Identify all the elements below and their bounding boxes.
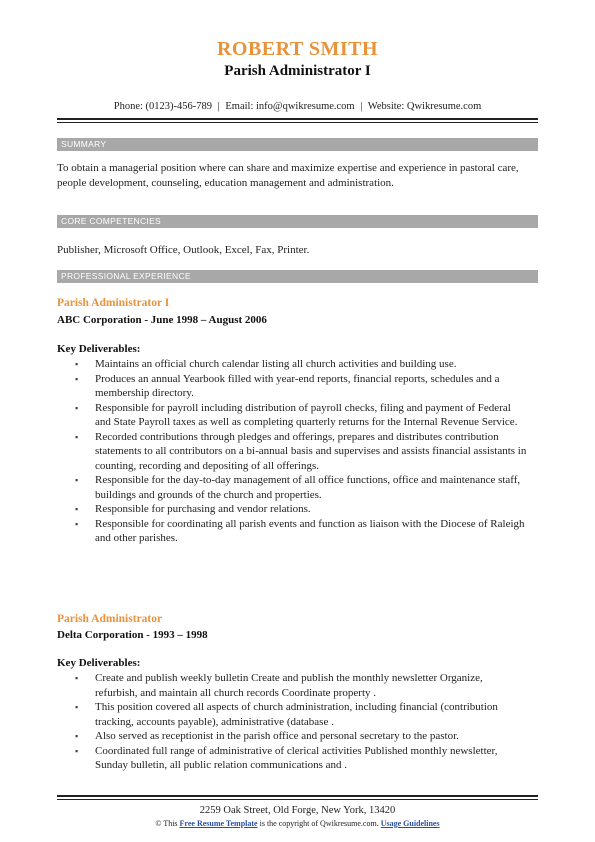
section-heading-summary: SUMMARY <box>57 138 538 151</box>
list-item: ▪ Maintains an official church calendar listing all church activities and building use. <box>57 357 527 372</box>
header-divider <box>57 118 538 120</box>
deliverables-list <box>57 671 527 773</box>
key-deliverables-label: Key Deliverables: <box>57 657 141 669</box>
job-company-dates: Delta Corporation - 1993 – 1998 <box>57 629 208 641</box>
list-item: ▪ Also served as receptionist in the parish office and personal secretary to the pastor. <box>57 729 527 744</box>
list-item: ▪ This position covered all aspects of church administration, including financial (contribution tracking, accounts payable), administrative (database . <box>57 700 527 729</box>
contact-separator: | <box>217 101 220 112</box>
copyright-text: is the copyright of Qwikresume.com. <box>259 819 379 828</box>
contact-website[interactable]: Website: Qwikresume.com <box>367 101 482 112</box>
footer-address: 2259 Oak Street, Old Forge, New York, 13420 <box>199 805 396 816</box>
contact-line <box>0 101 595 112</box>
list-item: ▪ Recorded contributions through pledges and offerings, prepares and distributes contribution statements to all contributors on a bi-annual basis and supervises and assists financial assistants in counting, recording and depositing of all offerings. <box>57 430 527 474</box>
list-item: ▪ Responsible for purchasing and vendor relations. <box>57 502 527 517</box>
usage-guidelines-link[interactable]: Usage Guidelines <box>380 819 440 828</box>
list-item: ▪ Responsible for payroll including distribution of payroll checks, filing and payment of Federal and State Payroll taxes as well as completing quarterly returns for the Internal Revenue Service. <box>57 401 527 430</box>
contact-phone: Phone: (0123)-456-789 <box>113 101 213 112</box>
key-deliverables-label: Key Deliverables: <box>57 343 141 355</box>
contact-separator: | <box>360 101 363 112</box>
free-resume-template-link[interactable]: Free Resume Template <box>179 819 258 828</box>
section-heading-competencies: CORE COMPETENCIES <box>57 215 538 228</box>
deliverables-list <box>57 357 527 546</box>
competencies-text: Publisher, Microsoft Office, Outlook, Excel, Fax, Printer. <box>57 244 310 256</box>
list-item: ▪ Coordinated full range of administrative of clerical activities Published monthly newsletter, Sunday bulletin, all public relation communications and . <box>57 744 527 773</box>
summary-text: To obtain a managerial position where can share and maximize expertise and experience in pastoral care, people development, counseling, education management and administration. <box>57 162 519 189</box>
job-title: Parish Administrator <box>57 613 163 625</box>
candidate-title: Parish Administrator I <box>224 63 371 79</box>
list-item: ▪ Responsible for the day-to-day management of all office functions, office and maintenance staff, buildings and grounds of the church and properties. <box>57 473 527 502</box>
list-item: ▪ Responsible for coordinating all parish events and function as liaison with the Diocese of Raleigh and other parishes. <box>57 517 527 546</box>
contact-email[interactable]: Email: info@qwikresume.com <box>225 101 355 112</box>
footer-copyright <box>0 819 595 828</box>
list-item: ▪ Create and publish weekly bulletin Create and publish the monthly newsletter Organize, refurbish, and maintain all church records Coordinate property . <box>57 671 527 700</box>
copyright-prefix: © This <box>155 819 178 828</box>
section-heading-experience: PROFESSIONAL EXPERIENCE <box>57 270 538 283</box>
job-company-dates: ABC Corporation - June 1998 – August 2006 <box>57 314 267 326</box>
job-title: Parish Administrator I <box>57 297 170 309</box>
candidate-name: ROBERT SMITH <box>216 38 379 60</box>
list-item: ▪ Produces an annual Yearbook filled with year-end reports, financial reports, schedules and a membership directory. <box>57 372 527 401</box>
header-divider-thin <box>57 122 538 123</box>
footer-divider <box>57 795 538 797</box>
footer-divider-thin <box>57 799 538 800</box>
